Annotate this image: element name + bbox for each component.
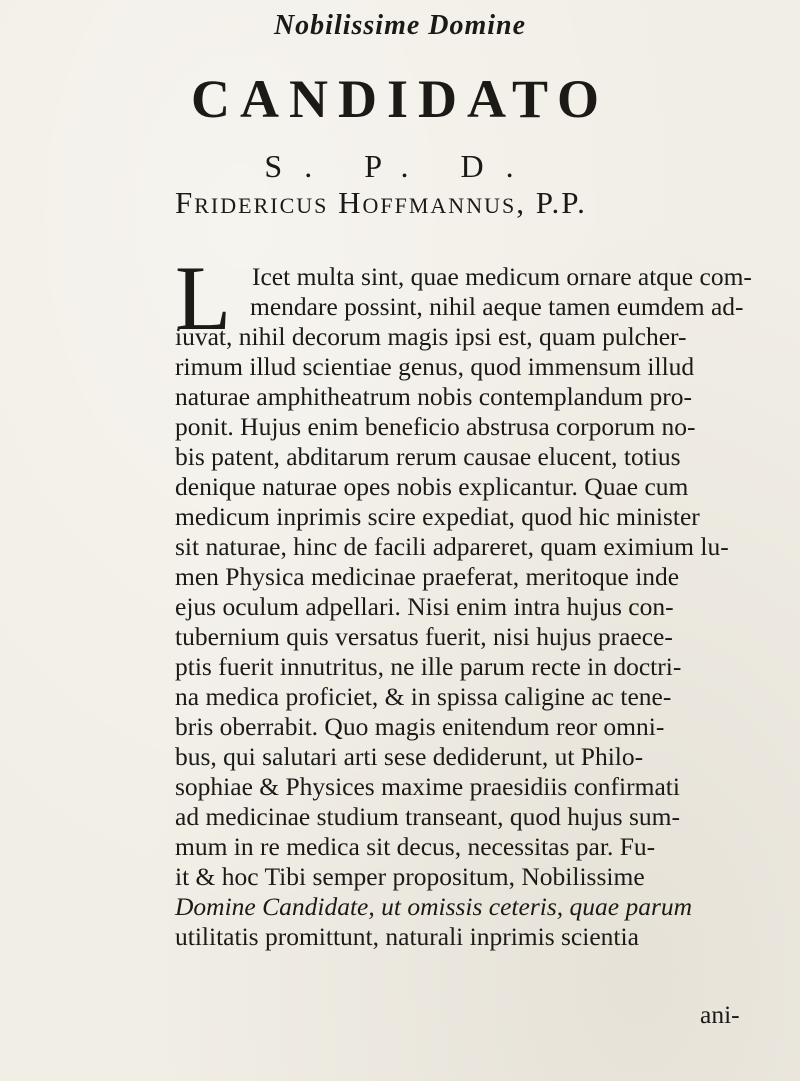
text-line: Icet multa sint, quae medicum ornare atque com- xyxy=(252,262,752,291)
drop-capital: L xyxy=(175,247,232,349)
text-line: utilitatis promittunt, naturali inprimis scientia xyxy=(175,922,639,951)
text-line: na medica proficiet, & in spissa caligine ac tene- xyxy=(175,682,672,711)
text-line: it & hoc Tibi semper propositum, Nobilissime xyxy=(175,862,645,891)
text-line: mum in re medica sit decus, necessitas par. Fu- xyxy=(175,832,656,861)
text-line: mendare possint, nihil aeque tamen eumdem ad- xyxy=(250,292,744,321)
spd-heading: S. P. D. xyxy=(264,148,536,184)
text-line: ejus oculum adpellari. Nisi enim intra hujus con- xyxy=(175,592,674,621)
text-line: Domine Candidate, ut omissis ceteris, quae parum xyxy=(175,892,693,921)
text-line: medicum inprimis scire expediat, quod hic minister xyxy=(175,502,700,531)
salutation-heading: Nobilissime Domine xyxy=(273,10,527,41)
text-line: naturae amphitheatrum nobis contemplandum pro- xyxy=(175,382,692,411)
text-line: denique naturae opes nobis explicantur. Quae cum xyxy=(175,472,689,501)
text-line: bus, qui salutari arti sese dediderunt, ut Philo- xyxy=(175,742,644,771)
text-line: bis patent, abditarum rerum causae elucent, totius xyxy=(175,442,681,471)
text-line: ponit. Hujus enim beneficio abstrusa corporum no- xyxy=(175,412,696,441)
text-line: sophiae & Physices maxime praesidiis confirmati xyxy=(175,772,680,801)
text-line: rimum illud scientiae genus, quod immensum illud xyxy=(175,352,695,381)
catchword: ani- xyxy=(700,1000,740,1029)
author-line: Fridericus Hoffmannus, P.P. xyxy=(175,185,587,220)
text-line: ad medicinae studium transeant, quod hujus sum- xyxy=(175,802,680,831)
text-line: men Physica medicinae praeferat, meritoque inde xyxy=(175,562,680,591)
text-line: bris oberrabit. Quo magis enitendum reor omni- xyxy=(175,712,665,741)
text-line: sit naturae, hinc de facili adpareret, quam eximium lu- xyxy=(175,532,729,561)
text-line: tubernium quis versatus fuerit, nisi hujus praece- xyxy=(175,622,673,651)
candidate-heading: CANDIDATO xyxy=(190,69,610,129)
text-line: iuvat, nihil decorum magis ipsi est, quam pulcher- xyxy=(175,322,687,351)
text-line: ptis fuerit innutritus, ne ille parum recte in doctri- xyxy=(175,652,682,681)
